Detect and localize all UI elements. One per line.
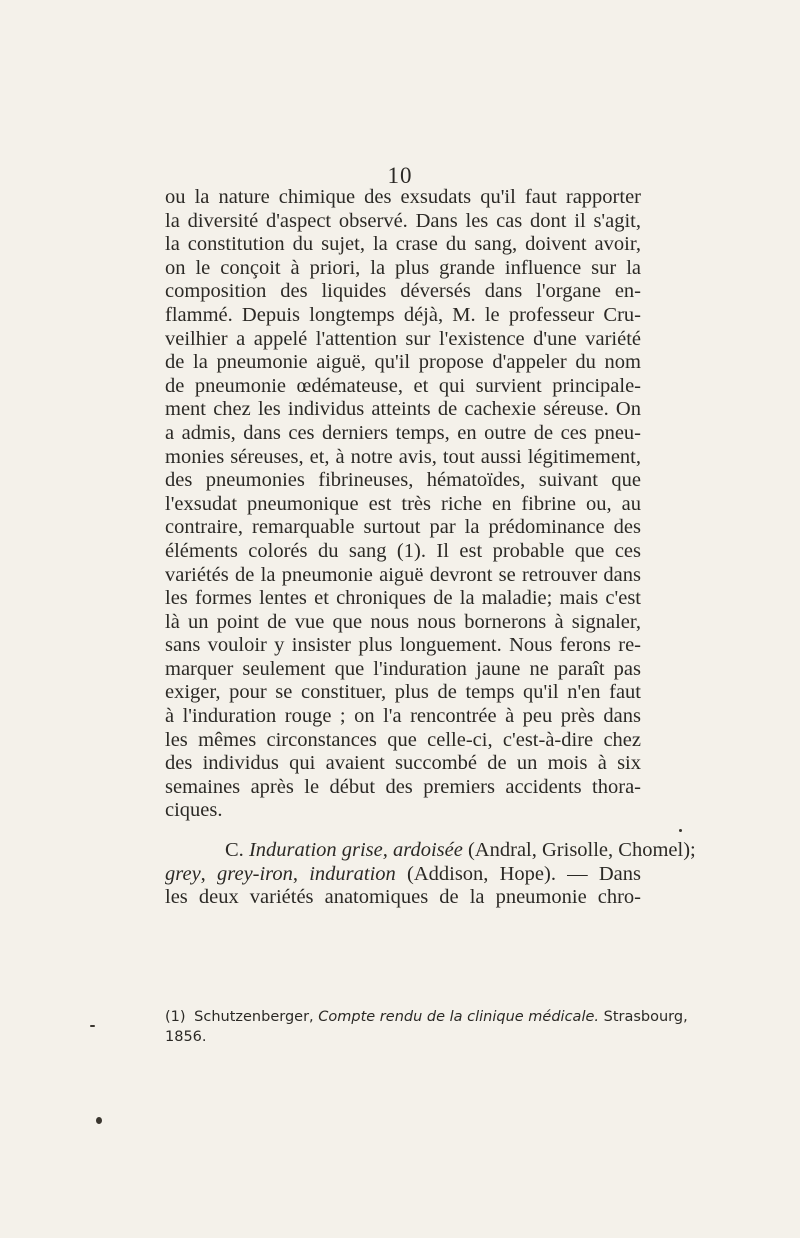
text-line: à l'induration rouge ; on l'a rencontrée à peu près dans (165, 705, 641, 728)
text-line: marquer seulement que l'induration jaune ne paraît pas (165, 657, 641, 680)
text-line: des pneumonies fibrineuses, hématoïdes, suivant que (165, 469, 641, 492)
footnote-place: Strasbourg, (599, 1009, 688, 1025)
text-line (165, 839, 696, 863)
paragraph-gap (165, 823, 641, 839)
section-heading: Induration grise, ardoisée (248, 839, 463, 862)
footnote-title: Compte rendu de la clinique médicale. (318, 1009, 600, 1025)
text-line: les deux variétés anatomiques de la pneumonie chro- (165, 886, 641, 909)
text-span: (Addison, Hope). — Dans (395, 862, 642, 885)
text-line: la diversité d'aspect observé. Dans les cas dont il s'agit, (165, 209, 641, 232)
text-line: ment chez les individus atteints de cachexie séreuse. On (165, 398, 641, 421)
text-line: des individus qui avaient succombé de un mois à six (165, 752, 641, 775)
page-number: 10 (387, 163, 413, 188)
text-line (165, 863, 641, 887)
text-line: les mêmes circonstances que celle-ci, c'est-à-dire chez (165, 728, 641, 751)
body-text (165, 186, 696, 910)
footnote-ref: (1) (165, 1009, 186, 1025)
text-line: là un point de vue que nous nous bornerons à signaler, (165, 610, 641, 633)
footnote-line (165, 1007, 688, 1027)
footnote-line: 1856. (165, 1029, 207, 1045)
text-line: composition des liquides déversés dans l'organe en- (165, 280, 641, 303)
footnote-author: Schutzenberger, (194, 1009, 314, 1025)
text-line: a admis, dans ces derniers temps, en outre de ces pneu- (165, 421, 641, 444)
text-line: semaines après le début des premiers accidents thora- (165, 775, 641, 798)
text-span: (Andral, Grisolle, Chomel); (462, 839, 696, 862)
text-span: , (292, 862, 310, 885)
paragraph (165, 186, 641, 823)
text-line: on le conçoit à priori, la plus grande influence sur la (165, 256, 641, 279)
text-line: l'exsudat pneumonique est très riche en fibrine ou, au (165, 492, 641, 515)
footnote (165, 1007, 688, 1047)
text-line: flammé. Depuis longtemps déjà, M. le professeur Cru- (165, 303, 641, 326)
text-line: exiger, pour se constituer, plus de temps qu'il n'en faut (165, 681, 641, 704)
italic-term: grey (165, 862, 201, 885)
text-line: la constitution du sujet, la crase du sang, doivent avoir, (165, 233, 641, 256)
text-line: ciques. (165, 799, 223, 822)
text-line: veilhier a appelé l'attention sur l'existence d'une variété (165, 327, 641, 350)
italic-term: grey-iron (217, 862, 293, 885)
ink-speck (90, 1025, 95, 1027)
section-letter: C. (225, 839, 249, 862)
text-line: monies séreuses, et, à notre avis, tout aussi légitimement, (165, 445, 641, 468)
text-line: contraire, remarquable surtout par la prédominance des (165, 516, 641, 539)
text-line: sans vouloir y insister plus longuement. Nous ferons re- (165, 634, 641, 657)
text-line: de la pneumonie aiguë, qu'il propose d'appeler du nom (165, 351, 641, 374)
paragraph (165, 839, 696, 910)
text-span: , (200, 862, 217, 885)
text-line: éléments colorés du sang (1). Il est probable que ces (165, 539, 641, 562)
text-line: de pneumonie œdémateuse, et qui survient principale- (165, 374, 641, 397)
italic-term: induration (309, 862, 396, 885)
ink-speck (96, 1117, 102, 1124)
text-line: les formes lentes et chroniques de la maladie; mais c'est (165, 587, 641, 610)
text-line: variétés de la pneumonie aiguë devront se retrouver dans (165, 563, 641, 586)
ink-speck (679, 829, 682, 832)
text-line: ou la nature chimique des exsudats qu'il faut rapporter (165, 186, 641, 208)
